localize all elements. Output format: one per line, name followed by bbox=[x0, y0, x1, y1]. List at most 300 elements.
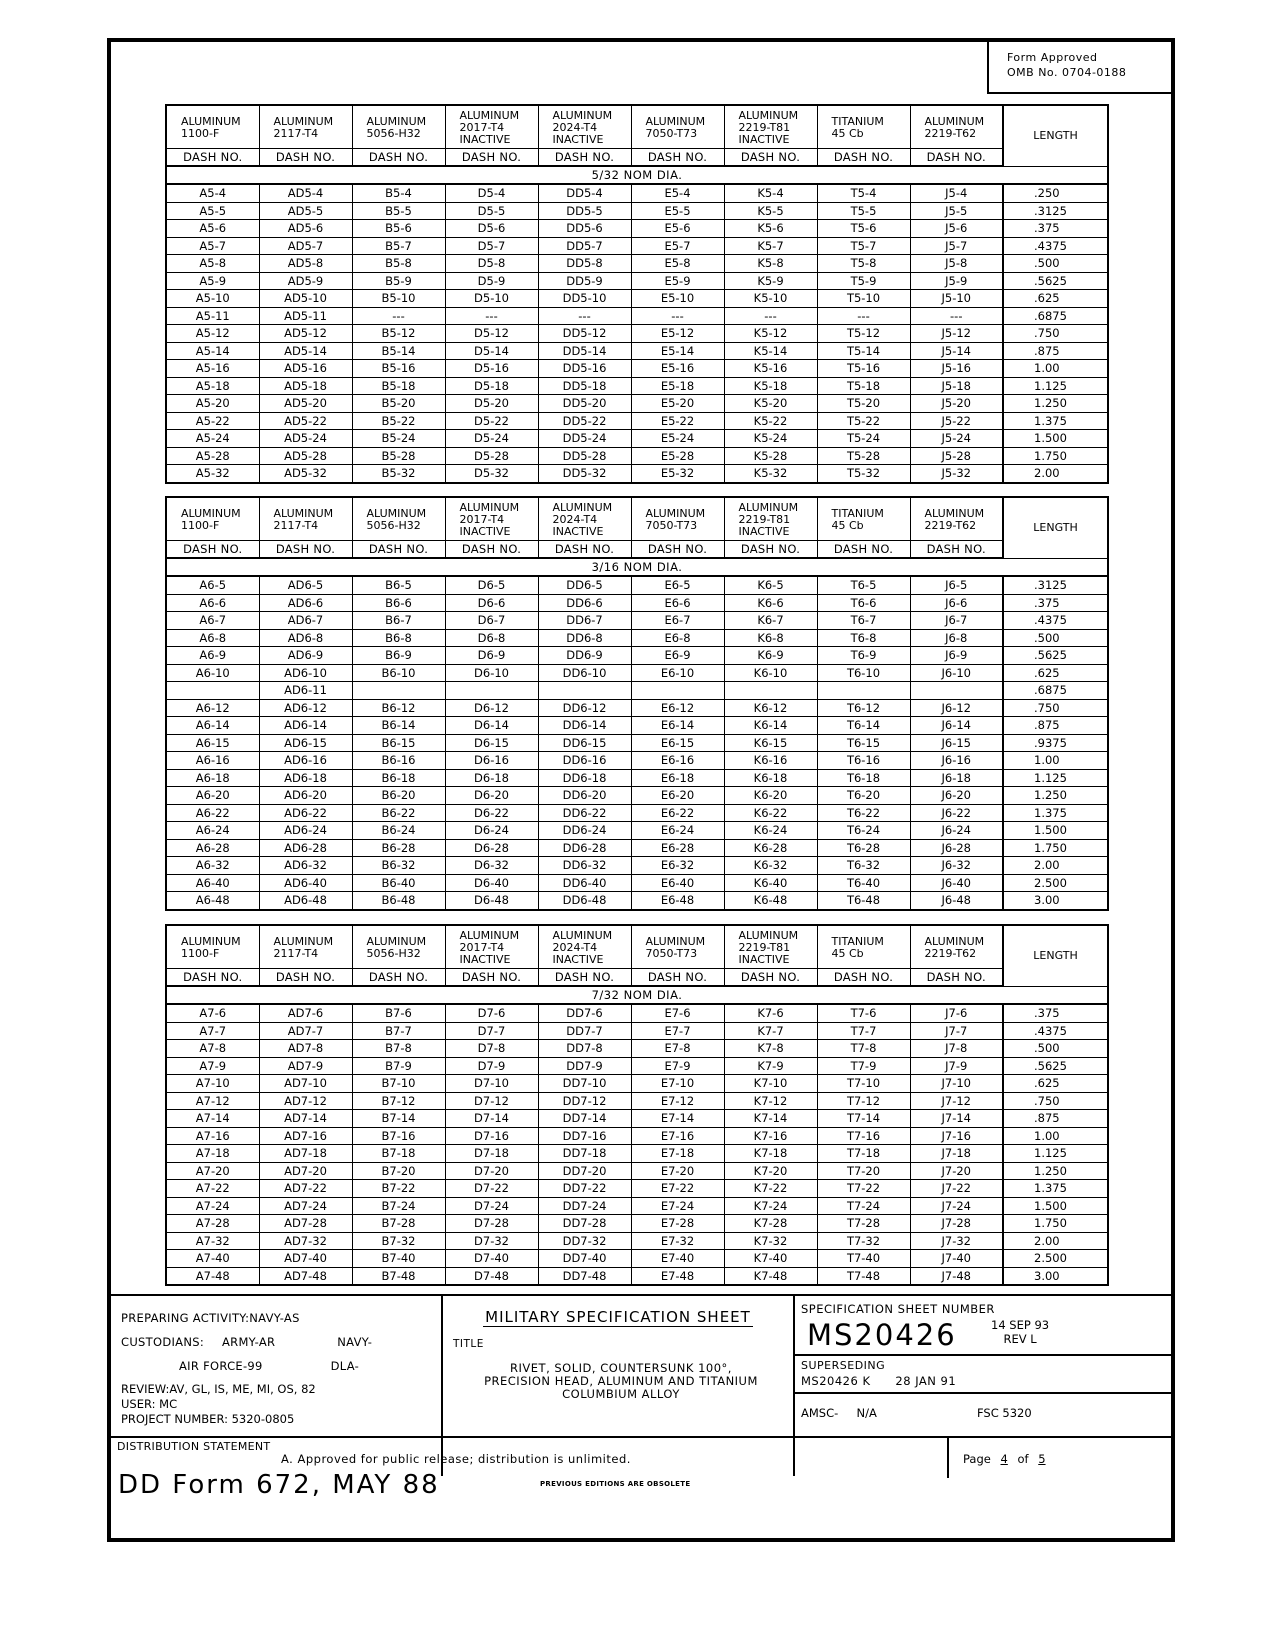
dash-no-label: DASH NO. bbox=[817, 969, 910, 987]
dash-cell: D7-18 bbox=[445, 1145, 538, 1163]
dash-cell: D5-16 bbox=[445, 360, 538, 378]
dash-cell: A5-16 bbox=[166, 360, 259, 378]
dash-cell: K6-22 bbox=[724, 804, 817, 822]
dash-no-label: DASH NO. bbox=[259, 969, 352, 987]
table-row bbox=[166, 1127, 1108, 1145]
dash-cell: DD6-14 bbox=[538, 717, 631, 735]
dash-cell: DD7-18 bbox=[538, 1145, 631, 1163]
custodians-2 bbox=[121, 1354, 441, 1378]
dash-cell: DD6-32 bbox=[538, 857, 631, 875]
length-cell: .4375 bbox=[1003, 237, 1108, 255]
dash-cell: T5-16 bbox=[817, 360, 910, 378]
length-cell: 1.250 bbox=[1003, 395, 1108, 413]
dash-no-label: DASH NO. bbox=[538, 149, 631, 167]
dash-cell: D6-9 bbox=[445, 647, 538, 665]
dash-cell: DD6-20 bbox=[538, 787, 631, 805]
table-row bbox=[166, 377, 1108, 395]
dash-cell: D7-9 bbox=[445, 1057, 538, 1075]
dash-cell: D5-7 bbox=[445, 237, 538, 255]
length-cell: 1.500 bbox=[1003, 1197, 1108, 1215]
dash-cell: A6-32 bbox=[166, 857, 259, 875]
length-cell: .5625 bbox=[1003, 647, 1108, 665]
length-cell: 2.500 bbox=[1003, 1250, 1108, 1268]
superseding-value: MS20426 K 28 JAN 91 bbox=[801, 1374, 957, 1388]
length-cell: .375 bbox=[1003, 1004, 1108, 1022]
table-row bbox=[166, 787, 1108, 805]
dash-cell: K5-5 bbox=[724, 202, 817, 220]
dash-cell: AD6-11 bbox=[259, 682, 352, 700]
length-header: LENGTH bbox=[1003, 105, 1108, 166]
dash-cell: A5-10 bbox=[166, 290, 259, 308]
length-cell: .375 bbox=[1003, 594, 1108, 612]
dash-cell: J5-9 bbox=[910, 272, 1003, 290]
dash-cell: A5-18 bbox=[166, 377, 259, 395]
table-row bbox=[166, 1040, 1108, 1058]
header-row bbox=[166, 105, 1108, 149]
dash-cell: B6-18 bbox=[352, 769, 445, 787]
length-cell: 3.00 bbox=[1003, 1267, 1108, 1285]
column-header: ALUMINUM 5056-H32 bbox=[352, 497, 445, 541]
dash-cell: T7-22 bbox=[817, 1180, 910, 1198]
dash-cell: AD6-15 bbox=[259, 734, 352, 752]
table-row bbox=[166, 1057, 1108, 1075]
dash-cell: B6-8 bbox=[352, 629, 445, 647]
dash-cell: K6-6 bbox=[724, 594, 817, 612]
dash-cell: A5-14 bbox=[166, 342, 259, 360]
dash-cell: K5-20 bbox=[724, 395, 817, 413]
dash-cell: J5-16 bbox=[910, 360, 1003, 378]
dash-cell: J6-6 bbox=[910, 594, 1003, 612]
table-row bbox=[166, 1145, 1108, 1163]
dash-cell: D5-10 bbox=[445, 290, 538, 308]
dash-cell: K7-12 bbox=[724, 1092, 817, 1110]
dash-cell: B6-15 bbox=[352, 734, 445, 752]
length-cell: .625 bbox=[1003, 1075, 1108, 1093]
dash-cell: J5-28 bbox=[910, 447, 1003, 465]
dash-cell: --- bbox=[445, 307, 538, 325]
review-block bbox=[121, 1382, 441, 1427]
dash-cell: DD7-6 bbox=[538, 1004, 631, 1022]
dash-cell: E7-14 bbox=[631, 1110, 724, 1128]
column-header: ALUMINUM 2117-T4 bbox=[259, 497, 352, 541]
dash-cell: AD7-8 bbox=[259, 1040, 352, 1058]
dash-cell: D5-14 bbox=[445, 342, 538, 360]
dash-cell: AD6-20 bbox=[259, 787, 352, 805]
dash-cell: E7-10 bbox=[631, 1075, 724, 1093]
length-cell: .3125 bbox=[1003, 576, 1108, 594]
dash-cell: K7-9 bbox=[724, 1057, 817, 1075]
dash-cell: A6-12 bbox=[166, 699, 259, 717]
dash-cell: AD5-32 bbox=[259, 465, 352, 483]
dash-cell: A7-9 bbox=[166, 1057, 259, 1075]
column-header: ALUMINUM 7050-T73 bbox=[631, 925, 724, 969]
dash-cell: AD7-10 bbox=[259, 1075, 352, 1093]
dash-cell: AD7-40 bbox=[259, 1250, 352, 1268]
dash-cell: AD6-12 bbox=[259, 699, 352, 717]
dash-cell: K6-32 bbox=[724, 857, 817, 875]
dash-no-label: DASH NO. bbox=[631, 541, 724, 559]
dash-cell: J6-5 bbox=[910, 576, 1003, 594]
dash-cell: AD6-32 bbox=[259, 857, 352, 875]
length-cell: .750 bbox=[1003, 1092, 1108, 1110]
dash-cell: T5-6 bbox=[817, 220, 910, 238]
dash-cell: B6-10 bbox=[352, 664, 445, 682]
dash-cell: J5-5 bbox=[910, 202, 1003, 220]
dash-cell: AD5-9 bbox=[259, 272, 352, 290]
dash-cell: A6-24 bbox=[166, 822, 259, 840]
dash-cell: T5-18 bbox=[817, 377, 910, 395]
dash-cell: DD6-5 bbox=[538, 576, 631, 594]
dash-cell: E7-32 bbox=[631, 1232, 724, 1250]
column-header: ALUMINUM 1100-F bbox=[166, 925, 259, 969]
dash-cell: DD5-16 bbox=[538, 360, 631, 378]
dash-cell: T6-48 bbox=[817, 892, 910, 910]
dash-cell: DD6-48 bbox=[538, 892, 631, 910]
dash-cell: E7-20 bbox=[631, 1162, 724, 1180]
diameter-band bbox=[166, 166, 1108, 184]
dash-cell: J7-24 bbox=[910, 1197, 1003, 1215]
dash-cell: T5-12 bbox=[817, 325, 910, 343]
dash-no-label: DASH NO. bbox=[538, 541, 631, 559]
dash-cell: D7-16 bbox=[445, 1127, 538, 1145]
dash-cell: E5-18 bbox=[631, 377, 724, 395]
column-header: ALUMINUM 2117-T4 bbox=[259, 105, 352, 149]
dash-cell: A6-8 bbox=[166, 629, 259, 647]
dash-cell: K5-24 bbox=[724, 430, 817, 448]
dash-no-label: DASH NO. bbox=[631, 969, 724, 987]
omb-box bbox=[987, 42, 1171, 94]
length-cell: .6875 bbox=[1003, 682, 1108, 700]
length-cell: .625 bbox=[1003, 664, 1108, 682]
dash-cell: D6-32 bbox=[445, 857, 538, 875]
dash-no-label: DASH NO. bbox=[817, 541, 910, 559]
table-row bbox=[166, 447, 1108, 465]
dash-cell: B6-48 bbox=[352, 892, 445, 910]
dash-cell: A6-22 bbox=[166, 804, 259, 822]
dash-cell: DD5-22 bbox=[538, 412, 631, 430]
dash-cell: K5-32 bbox=[724, 465, 817, 483]
dash-cell: T6-15 bbox=[817, 734, 910, 752]
dash-cell: B5-12 bbox=[352, 325, 445, 343]
table-row bbox=[166, 1232, 1108, 1250]
dash-cell: E6-5 bbox=[631, 576, 724, 594]
dash-cell: B7-8 bbox=[352, 1040, 445, 1058]
title-text: RIVET, SOLID, COUNTERSUNK 100°, PRECISION HEAD, ALUMINUM AND TITANIUM COLUMBIUM ALLOY bbox=[484, 1361, 758, 1401]
dash-cell: B5-9 bbox=[352, 272, 445, 290]
dash-cell: E6-14 bbox=[631, 717, 724, 735]
dash-cell: AD6-18 bbox=[259, 769, 352, 787]
dash-cell: AD5-24 bbox=[259, 430, 352, 448]
dash-cell: A7-32 bbox=[166, 1232, 259, 1250]
dash-cell: DD6-7 bbox=[538, 612, 631, 630]
dash-cell: D5-6 bbox=[445, 220, 538, 238]
table-row bbox=[166, 682, 1108, 700]
length-cell: 2.00 bbox=[1003, 465, 1108, 483]
dash-cell: E5-24 bbox=[631, 430, 724, 448]
length-cell: .250 bbox=[1003, 184, 1108, 202]
dash-no-label: DASH NO. bbox=[538, 969, 631, 987]
length-cell: 1.375 bbox=[1003, 1180, 1108, 1198]
dash-cell: K6-8 bbox=[724, 629, 817, 647]
previous-editions: PREVIOUS EDITIONS ARE OBSOLETE bbox=[540, 1480, 691, 1488]
dash-cell: A7-22 bbox=[166, 1180, 259, 1198]
dash-cell: T6-8 bbox=[817, 629, 910, 647]
dash-cell: D7-8 bbox=[445, 1040, 538, 1058]
length-cell: .9375 bbox=[1003, 734, 1108, 752]
dash-cell: AD6-9 bbox=[259, 647, 352, 665]
dash-cell: A6-18 bbox=[166, 769, 259, 787]
dash-cell: T6-7 bbox=[817, 612, 910, 630]
dash-cell: D6-5 bbox=[445, 576, 538, 594]
dash-cell: AD7-6 bbox=[259, 1004, 352, 1022]
dash-cell: A5-28 bbox=[166, 447, 259, 465]
dash-cell: D6-20 bbox=[445, 787, 538, 805]
dash-cell: T7-14 bbox=[817, 1110, 910, 1128]
dash-cell bbox=[166, 682, 259, 700]
table-row bbox=[166, 839, 1108, 857]
dash-cell: B6-20 bbox=[352, 787, 445, 805]
dash-cell: DD6-28 bbox=[538, 839, 631, 857]
dash-cell: E6-12 bbox=[631, 699, 724, 717]
dash-cell: K5-22 bbox=[724, 412, 817, 430]
dash-cell: T6-20 bbox=[817, 787, 910, 805]
column-header: ALUMINUM 2024-T4 INACTIVE bbox=[538, 925, 631, 969]
dash-cell: B6-28 bbox=[352, 839, 445, 857]
dash-cell: AD6-8 bbox=[259, 629, 352, 647]
dash-cell: B7-28 bbox=[352, 1215, 445, 1233]
preparing-activity: PREPARING ACTIVITY:NAVY-AS bbox=[121, 1311, 300, 1325]
table-row bbox=[166, 752, 1108, 770]
dash-cell: D5-20 bbox=[445, 395, 538, 413]
dash-cell: J5-8 bbox=[910, 255, 1003, 273]
length-cell: .500 bbox=[1003, 255, 1108, 273]
length-cell: .4375 bbox=[1003, 612, 1108, 630]
length-cell: 1.750 bbox=[1003, 447, 1108, 465]
dash-cell: J7-16 bbox=[910, 1127, 1003, 1145]
column-header: TITANIUM 45 Cb bbox=[817, 105, 910, 149]
dash-cell: A6-15 bbox=[166, 734, 259, 752]
dash-cell: K6-12 bbox=[724, 699, 817, 717]
dash-cell: DD6-15 bbox=[538, 734, 631, 752]
dash-cell: DD7-20 bbox=[538, 1162, 631, 1180]
length-header: LENGTH bbox=[1003, 925, 1108, 986]
dash-cell: E6-20 bbox=[631, 787, 724, 805]
activity-block bbox=[121, 1306, 441, 1378]
dash-cell: E7-9 bbox=[631, 1057, 724, 1075]
custodian-army: ARMY-AR bbox=[221, 1335, 276, 1349]
dash-cell: AD6-5 bbox=[259, 576, 352, 594]
dash-cell: J6-28 bbox=[910, 839, 1003, 857]
omb-number: OMB No. 0704-0188 bbox=[1007, 66, 1127, 79]
dash-cell: J6-20 bbox=[910, 787, 1003, 805]
column-header: ALUMINUM 7050-T73 bbox=[631, 497, 724, 541]
dash-cell: AD5-7 bbox=[259, 237, 352, 255]
table-row bbox=[166, 1250, 1108, 1268]
dash-cell bbox=[352, 682, 445, 700]
dash-cell: E5-28 bbox=[631, 447, 724, 465]
dash-cell: DD7-40 bbox=[538, 1250, 631, 1268]
dash-cell: DD5-8 bbox=[538, 255, 631, 273]
dash-cell: K7-40 bbox=[724, 1250, 817, 1268]
dash-cell: T6-6 bbox=[817, 594, 910, 612]
table-row bbox=[166, 1267, 1108, 1285]
dash-cell: D7-40 bbox=[445, 1250, 538, 1268]
dash-cell: E7-40 bbox=[631, 1250, 724, 1268]
dash-cell: J7-9 bbox=[910, 1057, 1003, 1075]
dash-cell: A6-7 bbox=[166, 612, 259, 630]
table-row bbox=[166, 717, 1108, 735]
dash-cell: K5-6 bbox=[724, 220, 817, 238]
dash-cell: DD6-12 bbox=[538, 699, 631, 717]
dash-cell: A6-20 bbox=[166, 787, 259, 805]
table-row bbox=[166, 734, 1108, 752]
dash-cell: A6-5 bbox=[166, 576, 259, 594]
dash-cell: D6-14 bbox=[445, 717, 538, 735]
table-row bbox=[166, 290, 1108, 308]
dash-cell: A5-7 bbox=[166, 237, 259, 255]
dash-cell: K7-16 bbox=[724, 1127, 817, 1145]
dash-cell: J6-9 bbox=[910, 647, 1003, 665]
dash-cell: D6-6 bbox=[445, 594, 538, 612]
dash-cell: DD5-4 bbox=[538, 184, 631, 202]
dash-cell: A5-24 bbox=[166, 430, 259, 448]
dash-cell: E7-16 bbox=[631, 1127, 724, 1145]
dash-cell: A7-12 bbox=[166, 1092, 259, 1110]
rev-date bbox=[991, 1318, 1049, 1346]
dash-cell: AD6-10 bbox=[259, 664, 352, 682]
dash-cell bbox=[910, 682, 1003, 700]
length-cell: 1.375 bbox=[1003, 804, 1108, 822]
dash-cell: D6-48 bbox=[445, 892, 538, 910]
dash-cell: B5-22 bbox=[352, 412, 445, 430]
column-header: ALUMINUM 1100-F bbox=[166, 105, 259, 149]
dash-cell: A7-10 bbox=[166, 1075, 259, 1093]
dash-cell bbox=[445, 682, 538, 700]
dash-cell: T7-10 bbox=[817, 1075, 910, 1093]
diameter-band bbox=[166, 558, 1108, 576]
dash-cell: K5-8 bbox=[724, 255, 817, 273]
page-of: of bbox=[1017, 1452, 1029, 1466]
dash-cell: K7-10 bbox=[724, 1075, 817, 1093]
dash-cell: E6-10 bbox=[631, 664, 724, 682]
revision: REV L bbox=[1003, 1332, 1037, 1346]
dash-cell: K6-10 bbox=[724, 664, 817, 682]
dash-cell: DD7-14 bbox=[538, 1110, 631, 1128]
dash-no-label: DASH NO. bbox=[910, 969, 1003, 987]
dash-cell: A5-4 bbox=[166, 184, 259, 202]
dash-cell: K6-28 bbox=[724, 839, 817, 857]
dash-cell: AD7-9 bbox=[259, 1057, 352, 1075]
header-row bbox=[166, 925, 1108, 969]
dash-cell: AD6-48 bbox=[259, 892, 352, 910]
dash-cell: D7-10 bbox=[445, 1075, 538, 1093]
column-header: ALUMINUM 5056-H32 bbox=[352, 925, 445, 969]
dash-cell bbox=[538, 682, 631, 700]
dash-table-5-32 bbox=[165, 104, 1109, 484]
dash-cell: B6-32 bbox=[352, 857, 445, 875]
dash-cell: DD7-8 bbox=[538, 1040, 631, 1058]
user: USER: MC bbox=[121, 1397, 178, 1411]
dash-cell: J7-7 bbox=[910, 1022, 1003, 1040]
dash-cell: E5-7 bbox=[631, 237, 724, 255]
dash-cell: AD7-22 bbox=[259, 1180, 352, 1198]
dash-cell: B7-7 bbox=[352, 1022, 445, 1040]
dash-no-label: DASH NO. bbox=[352, 149, 445, 167]
dash-cell: D7-12 bbox=[445, 1092, 538, 1110]
length-cell: .500 bbox=[1003, 629, 1108, 647]
dash-cell: K5-18 bbox=[724, 377, 817, 395]
dash-cell: --- bbox=[538, 307, 631, 325]
amsc: AMSC- N/A bbox=[801, 1406, 877, 1420]
custodian-dla: DLA- bbox=[330, 1359, 360, 1373]
dash-cell: D6-8 bbox=[445, 629, 538, 647]
dash-cell: B6-40 bbox=[352, 874, 445, 892]
dash-cell: AD6-6 bbox=[259, 594, 352, 612]
table-row bbox=[166, 202, 1108, 220]
dash-cell: DD6-24 bbox=[538, 822, 631, 840]
dash-cell: AD7-20 bbox=[259, 1162, 352, 1180]
dash-cell: B5-28 bbox=[352, 447, 445, 465]
dash-cell: T5-28 bbox=[817, 447, 910, 465]
dash-cell: AD5-16 bbox=[259, 360, 352, 378]
dash-cell: AD5-5 bbox=[259, 202, 352, 220]
dash-no-label: DASH NO. bbox=[724, 149, 817, 167]
dash-cell: T5-24 bbox=[817, 430, 910, 448]
dash-cell: A6-6 bbox=[166, 594, 259, 612]
dash-cell: D7-32 bbox=[445, 1232, 538, 1250]
dash-cell: B6-22 bbox=[352, 804, 445, 822]
dash-cell: AD6-28 bbox=[259, 839, 352, 857]
table-row bbox=[166, 1197, 1108, 1215]
table-row bbox=[166, 892, 1108, 910]
dash-cell: DD6-16 bbox=[538, 752, 631, 770]
dash-cell: B7-10 bbox=[352, 1075, 445, 1093]
dash-cell: D6-16 bbox=[445, 752, 538, 770]
table-row bbox=[166, 307, 1108, 325]
dash-cell: E6-8 bbox=[631, 629, 724, 647]
dash-cell: J6-22 bbox=[910, 804, 1003, 822]
table-row bbox=[166, 822, 1108, 840]
dash-cell: K6-15 bbox=[724, 734, 817, 752]
dash-cell: B7-18 bbox=[352, 1145, 445, 1163]
dash-cell: K7-48 bbox=[724, 1267, 817, 1285]
table-row bbox=[166, 699, 1108, 717]
dash-cell: T5-7 bbox=[817, 237, 910, 255]
dash-cell: A7-24 bbox=[166, 1197, 259, 1215]
custodian-af: AIR FORCE-99 bbox=[179, 1359, 263, 1373]
dash-cell: DD7-28 bbox=[538, 1215, 631, 1233]
column-header: ALUMINUM 2219-T81 INACTIVE bbox=[724, 925, 817, 969]
dash-cell: DD5-18 bbox=[538, 377, 631, 395]
dash-cell: E5-22 bbox=[631, 412, 724, 430]
dash-cell: AD7-18 bbox=[259, 1145, 352, 1163]
dash-cell: B7-24 bbox=[352, 1197, 445, 1215]
length-cell: .875 bbox=[1003, 717, 1108, 735]
table-row bbox=[166, 184, 1108, 202]
dash-cell: D6-10 bbox=[445, 664, 538, 682]
fsc: FSC 5320 bbox=[977, 1406, 1032, 1420]
table-row bbox=[166, 1004, 1108, 1022]
dash-cell: D5-28 bbox=[445, 447, 538, 465]
dash-cell: DD5-10 bbox=[538, 290, 631, 308]
dash-cell: K6-16 bbox=[724, 752, 817, 770]
custodians bbox=[121, 1330, 441, 1354]
dash-cell: DD5-9 bbox=[538, 272, 631, 290]
dash-cell: B6-16 bbox=[352, 752, 445, 770]
dash-cell: T6-9 bbox=[817, 647, 910, 665]
dash-cell: T5-4 bbox=[817, 184, 910, 202]
dash-cell: E7-8 bbox=[631, 1040, 724, 1058]
